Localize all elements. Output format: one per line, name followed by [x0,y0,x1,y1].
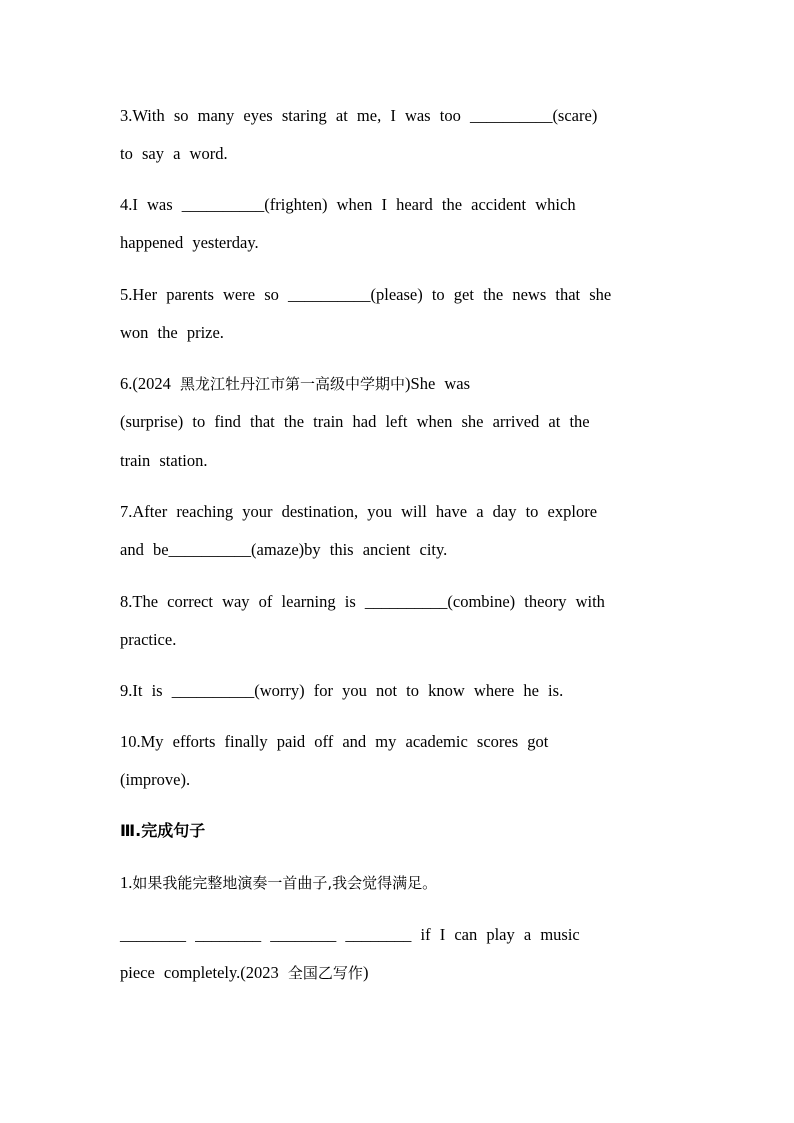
exercise-4-text: I was __________(frighten) when I heard the accident which [132,195,576,214]
exercise-5-text: Her parents were so __________(please) to get the news that she [132,285,612,304]
exercise-6-number: 6. [120,374,133,393]
sentence-1-prompt [120,872,680,894]
exercise-6-line-3: train station. [120,451,208,470]
exercise-9-number: 9. [120,681,133,700]
exercise-7-number: 7. [120,502,133,521]
sentence-1-source: 全国乙写作 [287,964,363,982]
exercise-6-line-2: (surprise) to find that the train had left when she arrived at the [120,412,590,431]
exercise-8-text: The correct way of learning is __________(combine) theory with [132,592,605,611]
sentence-1-line-2-en: piece completely.(2023 [120,963,288,982]
sentence-1-prompt-cn: 如果我能完整地演奏一首曲子,我会觉得满足。 [132,874,438,892]
exercise-5-line-1 [120,284,680,306]
sentence-1-line-2 [120,962,680,984]
exercise-8-number: 8. [120,592,133,611]
exercise-6-source-close: ) [405,374,411,393]
exercise-10-line-2: (improve). [120,770,191,789]
exercise-6-source: 黑龙江牡丹江市第一高级中学期中 [180,375,406,393]
exercise-5-line-2: won the prize. [120,323,224,342]
sentence-1-number: 1. [120,873,133,892]
exercise-4-line-2: happened yesterday. [120,233,259,252]
exercise-7-line-2: and be__________(amaze)by this ancient city. [120,540,448,559]
exercise-6-source-open: (2024 [132,374,180,393]
sentence-1-line-2-close: ) [362,963,369,982]
exercise-6-text: She was [410,374,471,393]
exercise-4-line-1 [120,194,680,216]
exercise-10-text: My efforts finally paid off and my academic scores got [140,732,549,751]
exercise-10-line-1 [120,731,680,753]
exercise-9-line-1 [120,680,680,702]
exercise-10-number: 10. [120,732,141,751]
exercise-5-number: 5. [120,285,133,304]
exercise-3-line-1 [120,105,680,127]
exercise-6-line-1 [120,373,680,395]
exercise-8-line-2: practice. [120,630,177,649]
section-title: 完成句子 [141,821,206,840]
exercise-7-text: After reaching your destination, you will have a day to explore [132,502,598,521]
exercise-7-line-1 [120,501,680,523]
section-heading [120,820,205,842]
exercise-3-number: 3. [120,106,133,125]
exercise-3-line-2: to say a word. [120,144,228,163]
section-numeral: Ⅲ. [120,821,142,840]
exercise-3-text: With so many eyes staring at me, I was too __________(scare) [132,106,598,125]
exercise-9-text: It is __________(worry) for you not to know where he is. [132,681,564,700]
exercise-8-line-1 [120,591,680,613]
sentence-1-blanks: ________ ________ ________ ________ if I can play a music [120,925,580,944]
exercise-4-number: 4. [120,195,133,214]
